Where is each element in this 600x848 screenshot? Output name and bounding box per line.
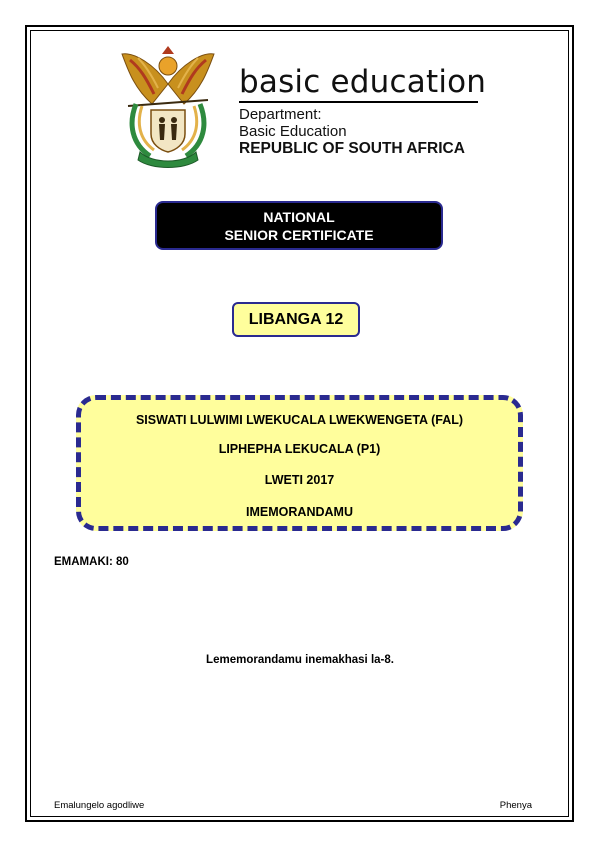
paper-title: LIPHEPHA LEKUCALA (P1) — [218, 442, 381, 456]
subject-title: SISWATI LULWIMI LWEKUCALA LWEKWENGETA (FAL) — [135, 413, 464, 427]
subject-panel — [76, 395, 523, 531]
total-marks: EMAMAKI: 80 — [54, 556, 129, 568]
page-count-note: Lememorandamu inemakhasi la-8. — [206, 654, 394, 666]
brand-name: basic education — [239, 64, 487, 100]
department-label: Department: — [239, 106, 322, 123]
country-name: REPUBLIC OF SOUTH AFRICA — [239, 140, 465, 157]
certificate-line-1: NATIONAL — [263, 208, 335, 225]
certificate-line-2: SENIOR CERTIFICATE — [224, 226, 374, 243]
department-name: Basic Education — [239, 123, 347, 140]
turn-over-note: Phenya — [499, 800, 532, 811]
copyright-note: Emalungelo agodliwe — [54, 800, 145, 811]
certificate-banner — [155, 201, 443, 250]
document-type: IMEMORANDAMU — [246, 505, 353, 519]
exam-date: LWETI 2017 — [264, 473, 335, 487]
brand-rule — [239, 101, 478, 103]
grade-badge: LIBANGA 12 — [232, 302, 360, 337]
coat-of-arms-icon — [118, 44, 218, 168]
